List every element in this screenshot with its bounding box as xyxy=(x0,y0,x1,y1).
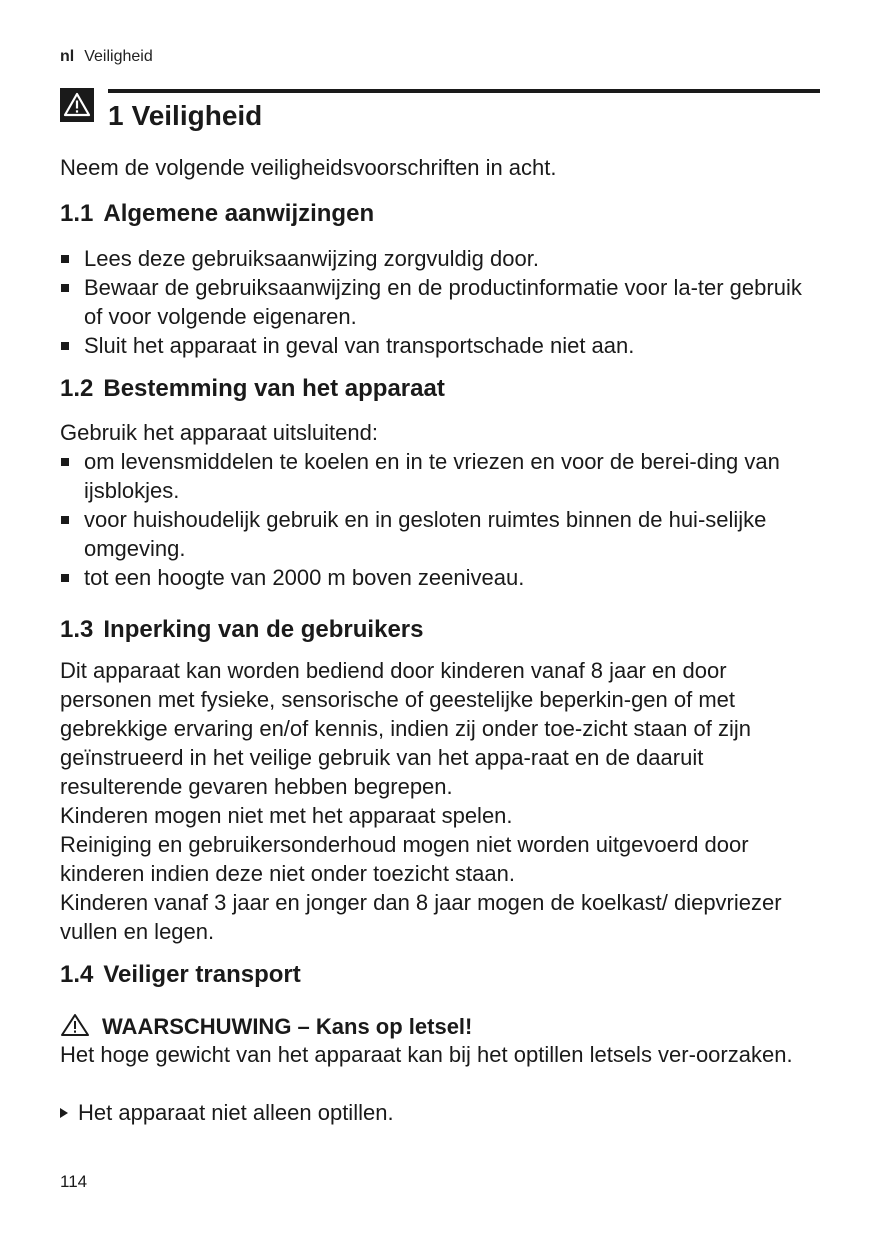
paragraph: Dit apparaat kan worden bediend door kinderen vanaf 8 jaar en door personen met fysieke, sensorische of geestelijke beperkin-gen of met gebrekkige ervaring en/of kennis, indien zij onder toe-zicht staan of zijn geïnstrueerd in het veilige gebruik van het appa-raat en de daaruit resulterende gevaren hebben begrepen. xyxy=(60,658,751,799)
chapter-title-text: Veiligheid xyxy=(131,100,263,131)
bullet-list xyxy=(60,244,820,360)
list-item: Lees deze gebruiksaanwijzing zorgvuldig door. xyxy=(60,244,820,273)
bullet-list xyxy=(60,447,820,592)
list-item: Sluit het apparaat in geval van transportschade niet aan. xyxy=(60,331,820,360)
chapter-rule xyxy=(108,89,820,93)
chapter-number: 1 xyxy=(108,100,124,131)
bullet-square-icon xyxy=(61,574,69,582)
section-heading xyxy=(60,200,374,228)
step-arrow-icon xyxy=(60,1108,68,1118)
paragraph: Kinderen mogen niet met het apparaat spelen. xyxy=(60,803,513,828)
instruction-step xyxy=(60,1098,394,1127)
bullet-square-icon xyxy=(61,284,69,292)
section-heading xyxy=(60,616,423,644)
list-item: Bewaar de gebruiksaanwijzing en de productinformatie voor la-ter gebruik of voor volgende eigenaren. xyxy=(60,273,820,331)
bullet-square-icon xyxy=(61,516,69,524)
section-heading xyxy=(60,961,301,989)
section-lead: Gebruik het apparaat uitsluitend: xyxy=(60,420,378,445)
chapter-title xyxy=(108,100,262,132)
section-number: 1.2 xyxy=(60,375,94,402)
section-title: Algemene aanwijzingen xyxy=(103,200,375,227)
section-number: 1.4 xyxy=(60,961,94,988)
warning-text: Het hoge gewicht van het apparaat kan bij het optillen letsels ver-oorzaken. xyxy=(60,1042,793,1067)
warning-title: WAARSCHUWING – Kans op letsel! xyxy=(102,1014,473,1039)
intro-text: Neem de volgende veiligheidsvoorschriften in acht. xyxy=(60,155,557,180)
list-item: voor huishoudelijk gebruik en in gesloten ruimtes binnen de hui-selijke omgeving. xyxy=(60,505,820,563)
section-title: Inperking van de gebruikers xyxy=(103,616,424,643)
section-title: Veiliger transport xyxy=(103,961,301,988)
list-item: tot een hoogte van 2000 m boven zeeniveau. xyxy=(60,563,820,592)
paragraph: Reiniging en gebruikersonderhoud mogen niet worden uitgevoerd door kinderen indien deze niet onder toezicht staan. xyxy=(60,832,749,886)
header-section-name: Veiligheid xyxy=(84,48,153,65)
section-number: 1.1 xyxy=(60,200,94,227)
page-number: 114 xyxy=(60,1172,88,1191)
running-header xyxy=(60,48,153,66)
warning-icon xyxy=(60,88,94,122)
bullet-square-icon xyxy=(61,255,69,263)
paragraph: Kinderen vanaf 3 jaar en jonger dan 8 jaar mogen de koelkast/ diepvriezer vullen en legen. xyxy=(60,890,782,944)
bullet-square-icon xyxy=(61,342,69,350)
bullet-square-icon xyxy=(61,458,69,466)
section-heading xyxy=(60,375,445,403)
section-body xyxy=(60,656,820,946)
language-code: nl xyxy=(60,48,75,65)
section-title: Bestemming van het apparaat xyxy=(103,375,445,402)
list-item: om levensmiddelen te koelen en in te vriezen en voor de berei-ding van ijsblokjes. xyxy=(60,447,820,505)
step-text: Het apparaat niet alleen optillen. xyxy=(78,1100,394,1125)
section-number: 1.3 xyxy=(60,616,94,643)
